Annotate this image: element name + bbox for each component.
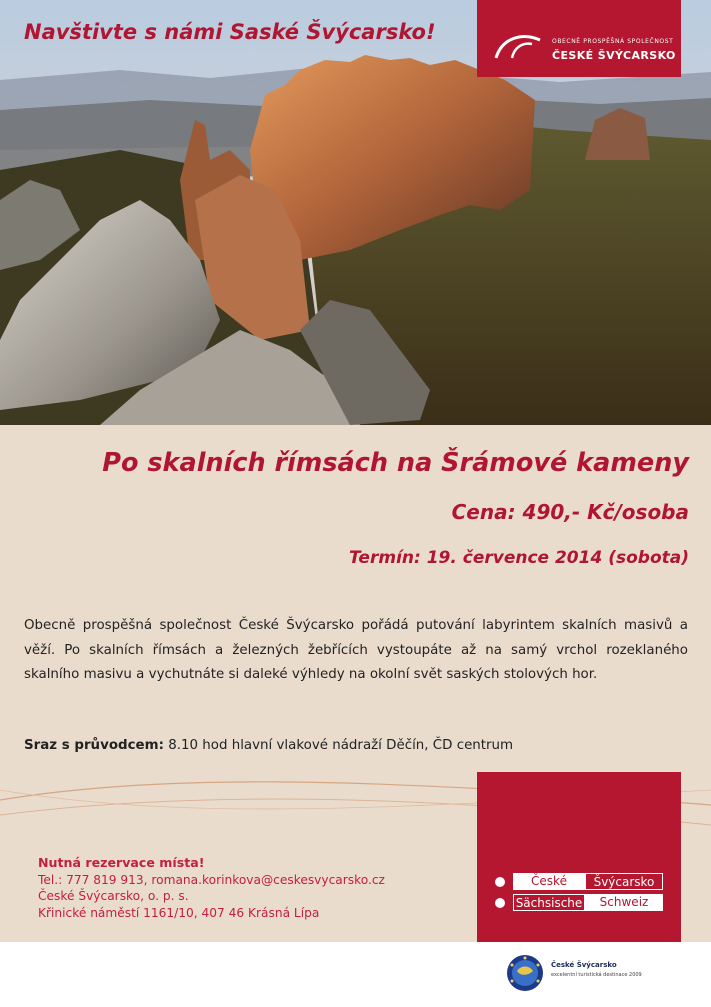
event-price: Cena: 490,- Kč/osoba (451, 500, 689, 524)
reservation-heading: Nutná rezervace místa! (38, 855, 205, 870)
contact-block (38, 855, 385, 921)
event-description: Obecně prospěšná společnost České Švýcarsko pořádá putování labyrintem skalních masivů a věží. Po skalních římsách a železných žebřících vystoupáte až na samý vrchol rozeklaného skalního masivu a vychutnáte si daleké výhledy na okolní svět saských stolových hor. (24, 618, 688, 682)
region-cz-word2: Švýcarsko (585, 873, 663, 890)
meeting-label: Sraz s průvodcem: (24, 738, 164, 753)
region-de-word2: Schweiz (585, 894, 663, 911)
region-cz-word1: České (513, 873, 585, 890)
logo-org-line: OBECNĚ PROSPĚŠNÁ SPOLEČNOST (552, 38, 674, 45)
rock-arch-logo-icon (492, 30, 547, 62)
region-de-word1: Sächsische (513, 894, 585, 911)
eden-line1: České Švýcarsko (551, 961, 617, 969)
event-title: Po skalních římsách na Šrámové kameny (102, 448, 689, 478)
eden-globe-icon (505, 953, 545, 993)
event-date: Termín: 19. července 2014 (sobota) (349, 548, 689, 568)
eden-line2: excelentní turistická destinace 2009 (551, 972, 642, 978)
meeting-text: 8.10 hod hlavní vlakové nádraží Děčín, ČD centrum (163, 738, 514, 753)
bullet-dot-icon (495, 898, 505, 908)
meeting-info (24, 738, 513, 753)
brand-logo (477, 0, 681, 77)
headline: Navštivte s námi Saské Švýcarsko! (24, 20, 436, 44)
contact-org: České Švýcarsko, o. p. s. (38, 889, 189, 903)
eden-badge (551, 961, 642, 978)
contact-phone-email: Tel.: 777 819 913, romana.korinkova@ceskesvycarsko.cz (38, 872, 385, 887)
contact-address: Křinické náměstí 1161/10, 407 46 Krásná Lípa (38, 905, 320, 920)
red-accent-block (477, 772, 681, 942)
bullet-dot-icon (495, 877, 505, 887)
logo-org-name: ČESKÉ ŠVÝCARSKO (552, 49, 676, 62)
